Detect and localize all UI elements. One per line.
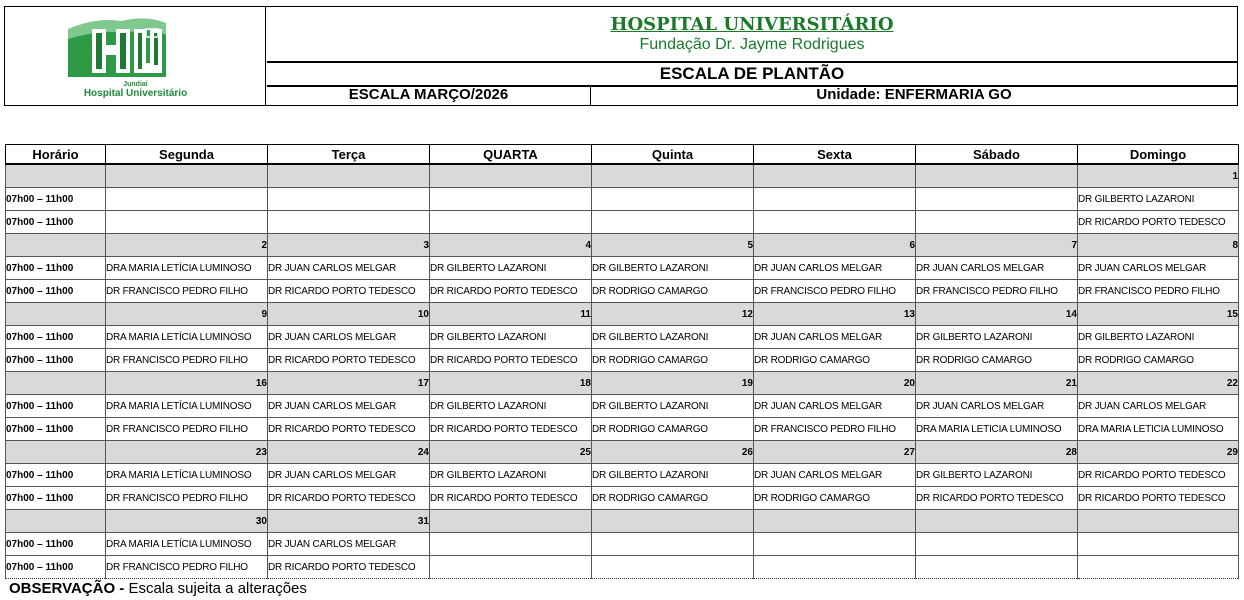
- col-header-sexta: Sexta: [754, 145, 916, 165]
- doctor-cell: DR FRANCISCO PEDRO FILHO: [916, 280, 1078, 303]
- week-day-row: [6, 510, 1239, 533]
- day-number: [430, 510, 592, 533]
- foundation-name: Fundação Dr. Jayme Rodrigues: [639, 36, 865, 53]
- doctor-cell: DR FRANCISCO PEDRO FILHO: [1078, 280, 1239, 303]
- day-number: 16: [106, 372, 268, 395]
- col-header-segunda: Segunda: [106, 145, 268, 165]
- doctor-cell: DR GILBERTO LAZARONI: [1078, 326, 1239, 349]
- day-number: 5: [592, 234, 754, 257]
- shift-time: 07h00 – 11h00: [6, 326, 106, 349]
- day-number: [592, 510, 754, 533]
- doctor-cell: [916, 533, 1078, 556]
- doctor-cell: [754, 188, 916, 211]
- shift-row: [6, 349, 1239, 372]
- doctor-cell: [1078, 533, 1239, 556]
- shift-time: 07h00 – 11h00: [6, 257, 106, 280]
- observation-label: OBSERVAÇÃO -: [9, 580, 125, 597]
- doctor-cell: DR GILBERTO LAZARONI: [430, 395, 592, 418]
- doctor-cell: DR FRANCISCO PEDRO FILHO: [106, 349, 268, 372]
- doctor-cell: DR JUAN CARLOS MELGAR: [754, 257, 916, 280]
- doctor-cell: DR RICARDO PORTO TEDESCO: [430, 487, 592, 510]
- header-row: [6, 145, 1239, 165]
- logo-text: Hospital Universitário: [83, 88, 188, 99]
- doctor-cell: DR RODRIGO CAMARGO: [592, 418, 754, 441]
- col-header-horario: Horário: [6, 145, 106, 165]
- doctor-cell: DR JUAN CARLOS MELGAR: [1078, 257, 1239, 280]
- hospital-title: [267, 7, 1237, 61]
- day-number: [916, 510, 1078, 533]
- doctor-cell: DR RODRIGO CAMARGO: [754, 349, 916, 372]
- doctor-cell: DR GILBERTO LAZARONI: [916, 326, 1078, 349]
- day-number: 22: [1078, 372, 1239, 395]
- day-number: [754, 164, 916, 188]
- doctor-cell: DR JUAN CARLOS MELGAR: [754, 395, 916, 418]
- day-number: 14: [916, 303, 1078, 326]
- doctor-cell: DR RICARDO PORTO TEDESCO: [268, 487, 430, 510]
- day-number: [1078, 510, 1239, 533]
- day-number: 27: [754, 441, 916, 464]
- doctor-cell: DR RODRIGO CAMARGO: [592, 280, 754, 303]
- doctor-cell: DR GILBERTO LAZARONI: [430, 464, 592, 487]
- doctor-cell: DR FRANCISCO PEDRO FILHO: [754, 418, 916, 441]
- schedule-table: [5, 144, 1239, 579]
- shift-time: 07h00 – 11h00: [6, 211, 106, 234]
- time-cell-empty: [6, 234, 106, 257]
- time-cell-empty: [6, 164, 106, 188]
- day-number: 28: [916, 441, 1078, 464]
- week-day-row: [6, 303, 1239, 326]
- doctor-cell: DR GILBERTO LAZARONI: [592, 395, 754, 418]
- doctor-cell: DRA MARIA LETICIA LUMINOSO: [1078, 418, 1239, 441]
- doctor-cell: DR FRANCISCO PEDRO FILHO: [106, 280, 268, 303]
- doctor-cell: DR GILBERTO LAZARONI: [592, 326, 754, 349]
- doctor-cell: DR GILBERTO LAZARONI: [430, 257, 592, 280]
- doctor-cell: DR JUAN CARLOS MELGAR: [754, 464, 916, 487]
- week-day-row: [6, 164, 1239, 188]
- doctor-cell: DR RICARDO PORTO TEDESCO: [1078, 487, 1239, 510]
- day-number: [592, 164, 754, 188]
- doctor-cell: [916, 211, 1078, 234]
- doctor-cell: DR RICARDO PORTO TEDESCO: [268, 556, 430, 579]
- shift-row: [6, 487, 1239, 510]
- day-number: 25: [430, 441, 592, 464]
- doctor-cell: DRA MARIA LETÍCIA LUMINOSO: [106, 464, 268, 487]
- shift-time: 07h00 – 11h00: [6, 280, 106, 303]
- doctor-cell: DR FRANCISCO PEDRO FILHO: [106, 556, 268, 579]
- day-number: 7: [916, 234, 1078, 257]
- logo-cell: [5, 7, 266, 105]
- time-cell-empty: [6, 303, 106, 326]
- doctor-cell: DR RICARDO PORTO TEDESCO: [916, 487, 1078, 510]
- logo-sub: Jundiaí: [123, 81, 148, 88]
- observation-text: Escala sujeita a alterações: [124, 580, 307, 597]
- day-number: 21: [916, 372, 1078, 395]
- doctor-cell: [592, 188, 754, 211]
- shift-row: [6, 418, 1239, 441]
- shift-time: 07h00 – 11h00: [6, 395, 106, 418]
- shift-row: [6, 188, 1239, 211]
- shift-row: [6, 280, 1239, 303]
- doctor-cell: DRA MARIA LETÍCIA LUMINOSO: [106, 326, 268, 349]
- shift-row: [6, 556, 1239, 579]
- doctor-cell: DR RICARDO PORTO TEDESCO: [430, 418, 592, 441]
- schedule-unit: Unidade: ENFERMARIA GO: [816, 86, 1012, 103]
- day-number: 8: [1078, 234, 1239, 257]
- doctor-cell: DR JUAN CARLOS MELGAR: [754, 326, 916, 349]
- col-header-terca: Terça: [268, 145, 430, 165]
- shift-time: 07h00 – 11h00: [6, 349, 106, 372]
- hospital-logo-icon: [66, 15, 168, 77]
- doctor-cell: [592, 556, 754, 579]
- shift-time: 07h00 – 11h00: [6, 418, 106, 441]
- doctor-cell: [106, 188, 268, 211]
- observation-note: [9, 580, 307, 597]
- doctor-cell: DR FRANCISCO PEDRO FILHO: [106, 418, 268, 441]
- doctor-cell: DR GILBERTO LAZARONI: [592, 257, 754, 280]
- doctor-cell: DR RODRIGO CAMARGO: [592, 487, 754, 510]
- doctor-cell: DR JUAN CARLOS MELGAR: [268, 326, 430, 349]
- doctor-cell: DR RICARDO PORTO TEDESCO: [268, 418, 430, 441]
- doctor-cell: [754, 556, 916, 579]
- doctor-cell: [592, 211, 754, 234]
- day-number: 20: [754, 372, 916, 395]
- doctor-cell: [1078, 556, 1239, 579]
- doctor-cell: [268, 188, 430, 211]
- doctor-cell: DR RICARDO PORTO TEDESCO: [268, 349, 430, 372]
- doctor-cell: DR JUAN CARLOS MELGAR: [916, 395, 1078, 418]
- day-number: 18: [430, 372, 592, 395]
- shift-time: 07h00 – 11h00: [6, 188, 106, 211]
- hospital-name: HOSPITAL UNIVERSITÁRIO: [610, 14, 894, 35]
- doctor-cell: [430, 188, 592, 211]
- doctor-cell: DR RICARDO PORTO TEDESCO: [268, 280, 430, 303]
- doctor-cell: DR RICARDO PORTO TEDESCO: [430, 349, 592, 372]
- day-number: 17: [268, 372, 430, 395]
- day-number: 15: [1078, 303, 1239, 326]
- day-number: 4: [430, 234, 592, 257]
- col-header-quarta: QUARTA: [430, 145, 592, 165]
- doctor-cell: DR JUAN CARLOS MELGAR: [268, 533, 430, 556]
- day-number: 6: [754, 234, 916, 257]
- time-cell-empty: [6, 441, 106, 464]
- doctor-cell: DR FRANCISCO PEDRO FILHO: [106, 487, 268, 510]
- day-number: 11: [430, 303, 592, 326]
- day-number: 1: [1078, 164, 1239, 188]
- doctor-cell: [916, 188, 1078, 211]
- time-cell-empty: [6, 372, 106, 395]
- doctor-cell: [106, 211, 268, 234]
- day-number: 10: [268, 303, 430, 326]
- doctor-cell: [430, 533, 592, 556]
- shift-time: 07h00 – 11h00: [6, 533, 106, 556]
- doctor-cell: DR RODRIGO CAMARGO: [592, 349, 754, 372]
- day-number: 24: [268, 441, 430, 464]
- time-cell-empty: [6, 510, 106, 533]
- doctor-cell: [430, 556, 592, 579]
- day-number: 19: [592, 372, 754, 395]
- week-day-row: [6, 234, 1239, 257]
- doctor-cell: [916, 556, 1078, 579]
- doctor-cell: [592, 533, 754, 556]
- week-day-row: [6, 441, 1239, 464]
- doctor-cell: DR JUAN CARLOS MELGAR: [268, 257, 430, 280]
- week-day-row: [6, 372, 1239, 395]
- day-number: 2: [106, 234, 268, 257]
- page-title: ESCALA DE PLANTÃO: [267, 61, 1237, 87]
- day-number: [916, 164, 1078, 188]
- shift-row: [6, 326, 1239, 349]
- shift-time: 07h00 – 11h00: [6, 487, 106, 510]
- doctor-cell: DR GILBERTO LAZARONI: [916, 464, 1078, 487]
- doctor-cell: DR GILBERTO LAZARONI: [592, 464, 754, 487]
- col-header-domingo: Domingo: [1078, 145, 1239, 165]
- shift-row: [6, 395, 1239, 418]
- col-header-quinta: Quinta: [592, 145, 754, 165]
- doctor-cell: DR GILBERTO LAZARONI: [1078, 188, 1239, 211]
- day-number: 31: [268, 510, 430, 533]
- doctor-cell: DR RODRIGO CAMARGO: [754, 487, 916, 510]
- doctor-cell: DR FRANCISCO PEDRO FILHO: [754, 280, 916, 303]
- doctor-cell: DR JUAN CARLOS MELGAR: [1078, 395, 1239, 418]
- schedule-body: [6, 164, 1239, 579]
- shift-row: [6, 464, 1239, 487]
- shift-row: [6, 257, 1239, 280]
- day-number: 23: [106, 441, 268, 464]
- day-number: 13: [754, 303, 916, 326]
- doctor-cell: DR JUAN CARLOS MELGAR: [268, 395, 430, 418]
- day-number: [430, 164, 592, 188]
- day-number: [268, 164, 430, 188]
- doctor-cell: DR JUAN CARLOS MELGAR: [916, 257, 1078, 280]
- doctor-cell: DRA MARIA LETÍCIA LUMINOSO: [106, 533, 268, 556]
- doctor-cell: [268, 211, 430, 234]
- doctor-cell: [430, 211, 592, 234]
- doctor-cell: [754, 211, 916, 234]
- doctor-cell: DR RICARDO PORTO TEDESCO: [1078, 211, 1239, 234]
- doctor-cell: DR RICARDO PORTO TEDESCO: [430, 280, 592, 303]
- doctor-cell: DRA MARIA LETÍCIA LUMINOSO: [106, 395, 268, 418]
- schedule-meta: [267, 85, 1237, 105]
- day-number: [754, 510, 916, 533]
- doctor-cell: DR RODRIGO CAMARGO: [1078, 349, 1239, 372]
- doctor-cell: DR RODRIGO CAMARGO: [916, 349, 1078, 372]
- day-number: 26: [592, 441, 754, 464]
- shift-row: [6, 533, 1239, 556]
- logo-caption: [5, 81, 266, 99]
- doctor-cell: [754, 533, 916, 556]
- day-number: 29: [1078, 441, 1239, 464]
- schedule-month: ESCALA MARÇO/2026: [267, 85, 591, 105]
- doctor-cell: DR RICARDO PORTO TEDESCO: [1078, 464, 1239, 487]
- day-number: 3: [268, 234, 430, 257]
- shift-time: 07h00 – 11h00: [6, 556, 106, 579]
- doctor-cell: DRA MARIA LETICIA LUMINOSO: [916, 418, 1078, 441]
- shift-row: [6, 211, 1239, 234]
- day-number: [106, 164, 268, 188]
- doctor-cell: DR GILBERTO LAZARONI: [430, 326, 592, 349]
- day-number: 12: [592, 303, 754, 326]
- doctor-cell: DR JUAN CARLOS MELGAR: [268, 464, 430, 487]
- day-number: 9: [106, 303, 268, 326]
- doctor-cell: DRA MARIA LETÍCIA LUMINOSO: [106, 257, 268, 280]
- shift-time: 07h00 – 11h00: [6, 464, 106, 487]
- col-header-sabado: Sábado: [916, 145, 1078, 165]
- day-number: 30: [106, 510, 268, 533]
- schedule-header: [4, 6, 1238, 106]
